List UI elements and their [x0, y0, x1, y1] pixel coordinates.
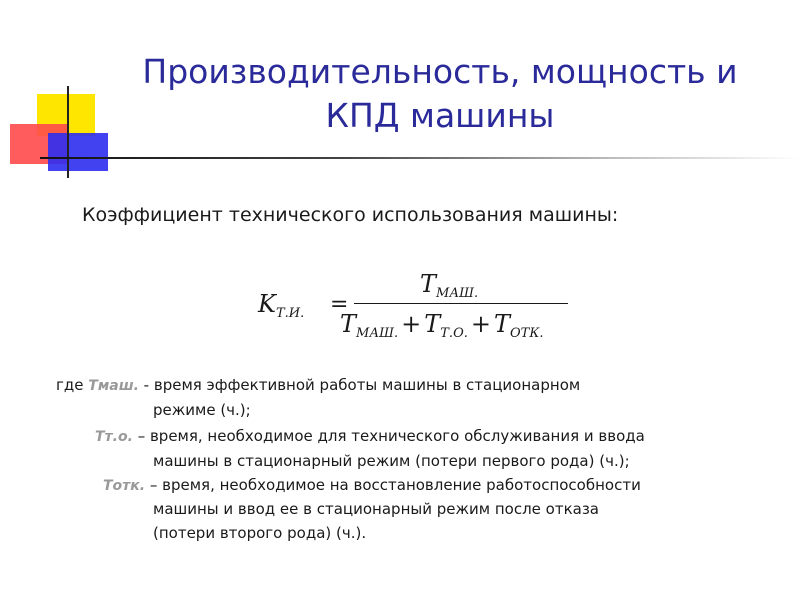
decor-vertical-line: [67, 86, 69, 178]
definition-1-line-2: режиме (ч.);: [153, 401, 251, 419]
t-to-symbol: Тт.о.: [95, 429, 133, 445]
slide-subtitle: Коэффициент технического использования машины:: [82, 204, 619, 226]
formula-numerator: [420, 270, 478, 301]
t-mash-symbol: Тмаш.: [88, 378, 139, 394]
num-subscript: МАШ.: [436, 286, 479, 301]
lhs-subscript: Т.И.: [275, 306, 305, 321]
d1-text: - время эффективной работы машины в стационарном: [138, 376, 581, 394]
decor-blue-square: [48, 133, 108, 171]
definition-2-line-1: [95, 424, 645, 449]
formula-equals: =: [330, 292, 349, 317]
t-otk-symbol: Тотк.: [103, 478, 146, 494]
num-symbol: T: [420, 270, 437, 298]
intro-word: где: [56, 376, 84, 394]
den-t1: T: [340, 310, 357, 338]
formula-lhs: [258, 290, 304, 321]
lhs-symbol: K: [258, 290, 276, 318]
den-plus-1: +: [401, 310, 422, 338]
title-underline: [40, 157, 800, 159]
definition-1-line-1: [56, 373, 580, 398]
title-line-2: КПД машины: [325, 96, 555, 135]
den-t1-subscript: МАШ.: [356, 326, 399, 341]
slide-title: [120, 50, 760, 138]
den-t3: T: [493, 310, 510, 338]
den-plus-2: +: [470, 310, 491, 338]
formula: [258, 268, 588, 348]
d3-text: – время, необходимое на восстановление работоспособности: [145, 476, 641, 494]
definition-3-line-3: (потери второго рода) (ч.).: [153, 524, 367, 542]
definition-2-line-2: машины в стационарный режим (потери первого рода) (ч.);: [153, 452, 630, 470]
definition-3-line-2: машины и ввод ее в стационарный режим после отказа: [153, 500, 599, 518]
definition-3-line-1: [103, 473, 641, 498]
d2-text: – время, необходимое для технического обслуживания и ввода: [132, 427, 645, 445]
formula-denominator: [340, 310, 544, 341]
den-t3-subscript: ОТК.: [509, 326, 544, 341]
title-line-1: Производительность, мощность и: [142, 52, 738, 91]
den-t2-subscript: Т.О.: [440, 326, 468, 341]
den-t2: T: [424, 310, 441, 338]
fraction-bar: [354, 303, 568, 304]
